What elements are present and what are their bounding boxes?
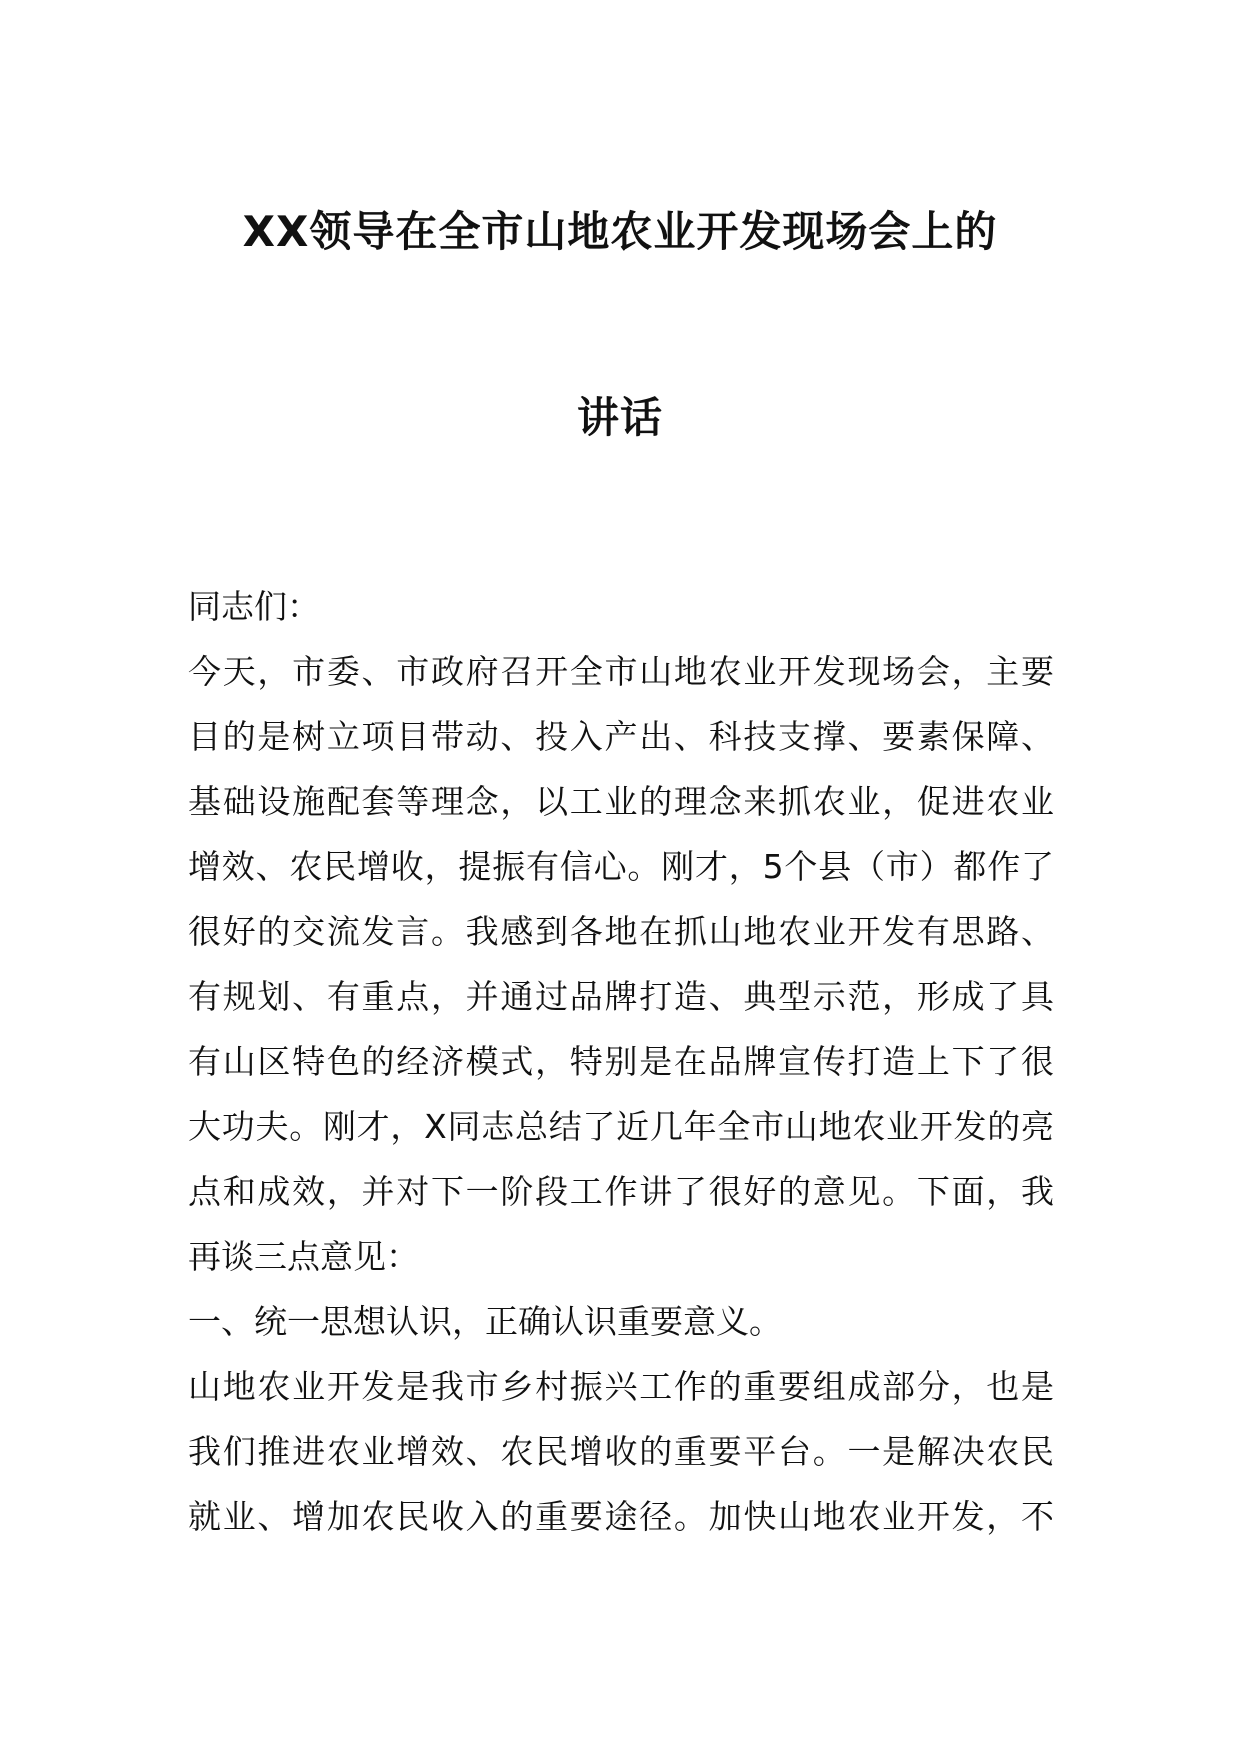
document-title-line-2: 讲话 — [576, 393, 663, 442]
body-text-line: 就业、增加农民收入的重要途径。加快山地农业开发，不 — [188, 1497, 1054, 1536]
body-text-line: 基础设施配套等理念，以工业的理念来抓农业，促进农业 — [188, 782, 1054, 821]
body-text-line: 今天，市委、市政府召开全市山地农业开发现场会，主要 — [188, 652, 1054, 691]
body-text-line: 增效、农民增收，提振有信心。刚才，5个县（市）都作了 — [188, 847, 1054, 886]
document-title-line-1: XX领导在全市山地农业开发现场会上的 — [242, 207, 998, 256]
body-text-line: 我们推进农业增效、农民增收的重要平台。一是解决农民 — [188, 1432, 1054, 1471]
document-body — [188, 574, 1054, 1549]
body-text-line: 有规划、有重点，并通过品牌打造、典型示范，形成了具 — [188, 977, 1054, 1016]
body-text-line: 有山区特色的经济模式，特别是在品牌宣传打造上下了很 — [188, 1042, 1054, 1081]
body-text-line: 目的是树立项目带动、投入产出、科技支撑、要素保障、 — [188, 717, 1054, 756]
body-text-line: 同志们： — [188, 587, 320, 626]
body-text-line: 再谈三点意见： — [188, 1237, 419, 1276]
body-text-line: 点和成效，并对下一阶段工作讲了很好的意见。下面，我 — [188, 1172, 1054, 1211]
body-text-line: 大功夫。刚才，X同志总结了近几年全市山地农业开发的亮 — [188, 1107, 1054, 1146]
body-text-line: 很好的交流发言。我感到各地在抓山地农业开发有思路、 — [188, 912, 1054, 951]
body-text-line: 山地农业开发是我市乡村振兴工作的重要组成部分，也是 — [188, 1367, 1054, 1406]
body-text-line: 一、统一思想认识，正确认识重要意义。 — [188, 1302, 782, 1341]
